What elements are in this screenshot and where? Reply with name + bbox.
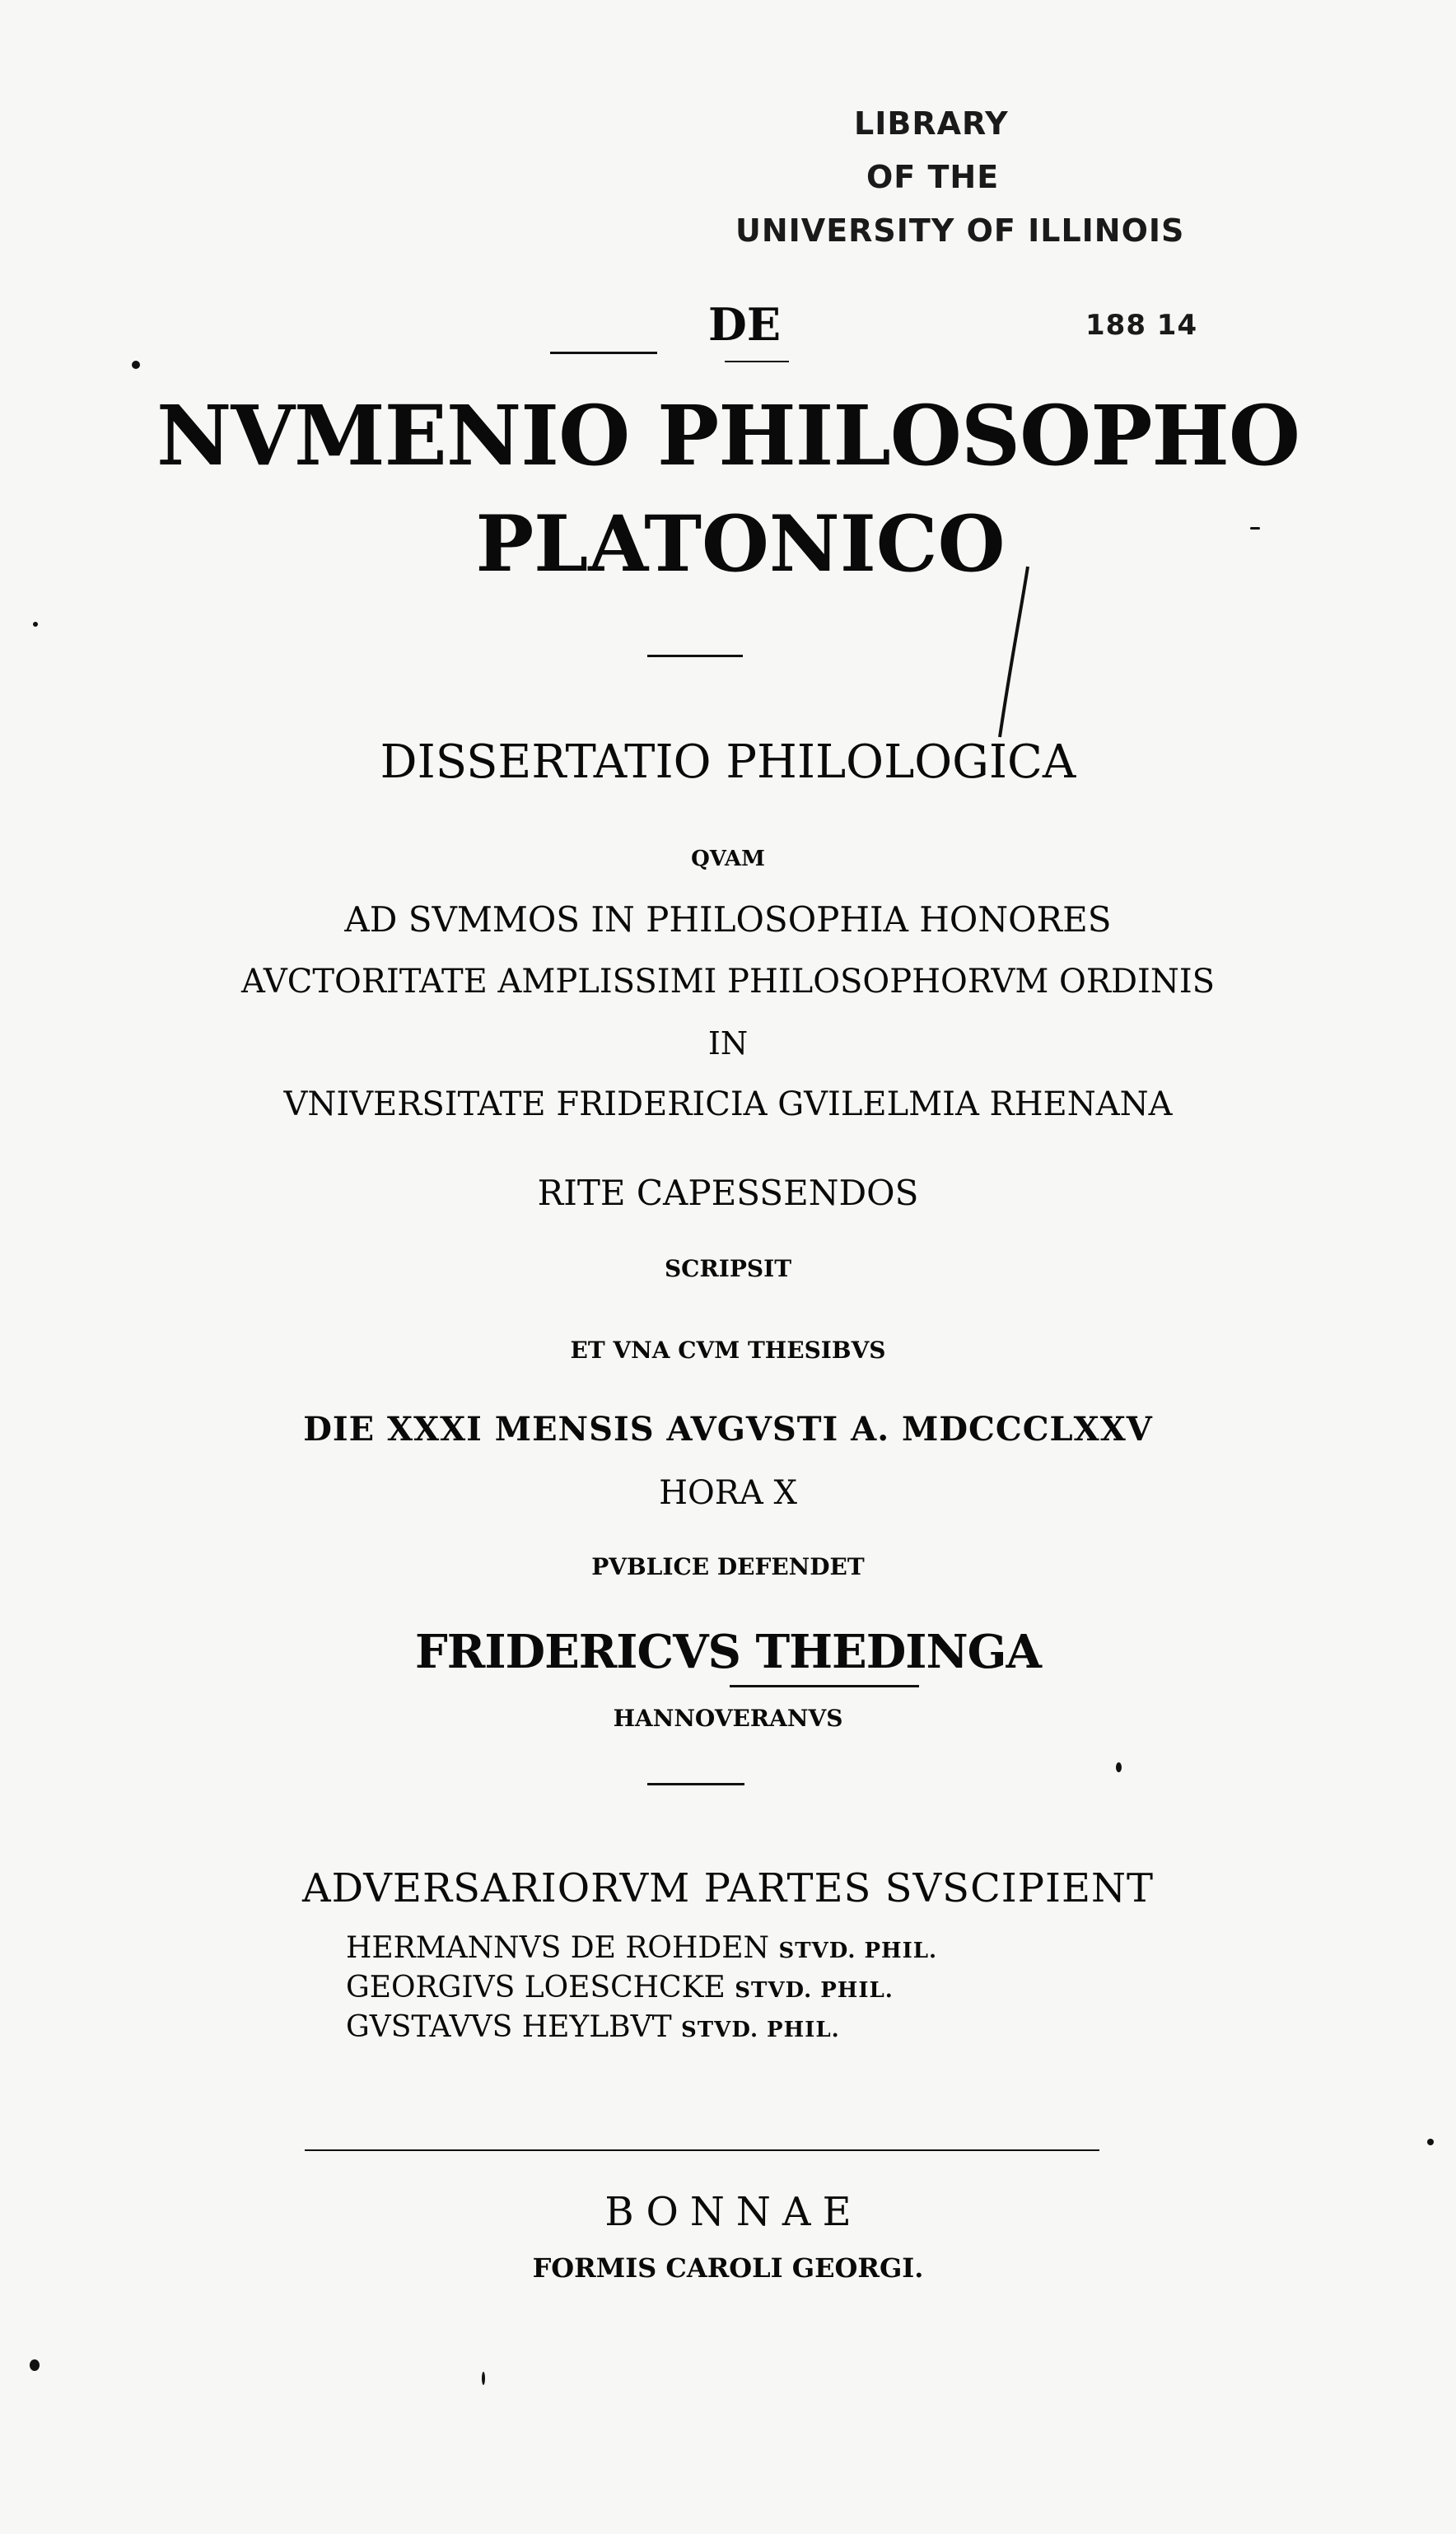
- pvblice-line: PVBLICE DEFENDET: [591, 1553, 865, 1580]
- title-divider: [647, 655, 743, 657]
- scan-speck: [1116, 1762, 1122, 1772]
- scan-speck: [1427, 2139, 1434, 2145]
- hora-line: HORA X: [659, 1474, 797, 1512]
- adversarius-role: STVD. PHIL.: [778, 1939, 938, 1963]
- de-underline-tail: [725, 361, 789, 362]
- title-de: DE: [708, 298, 781, 351]
- scripsit-line: SCRIPSIT: [664, 1255, 792, 1282]
- qvam-line: QVAM: [691, 847, 765, 871]
- dissertatio-heading: DISSERTATIO PHILOLOGICA: [380, 735, 1076, 789]
- imprint-printer: FORMIS CAROLI GEORGI.: [532, 2252, 924, 2284]
- imprint-divider: [305, 2149, 1099, 2151]
- adversarii-list: [346, 1931, 937, 2050]
- vniversitate-line: VNIVERSITATE FRIDERICIA GVILELMIA RHENANA: [283, 1085, 1173, 1123]
- avctoritate-line: AVCTORITATE AMPLISSIMI PHILOSOPHORVM ORDINIS: [240, 963, 1216, 1001]
- adversarius-name: GEORGIVS LOESCHCKE: [346, 1971, 726, 2004]
- adversarius-name: GVSTAVVS HEYLBVT: [346, 2010, 672, 2044]
- adversarius-row: [346, 1971, 937, 2010]
- library-stamp-line3: UNIVERSITY OF ILLINOIS: [735, 212, 1185, 249]
- scan-speck: [482, 2372, 485, 2385]
- shelf-mark: 188 14: [1085, 309, 1198, 342]
- rite-line: RITE CAPESSENDOS: [537, 1173, 919, 1213]
- author-underline: [730, 1685, 919, 1687]
- adversarius-role: STVD. PHIL.: [735, 1978, 894, 2003]
- author-name: FRIDERICVS THEDINGA: [415, 1625, 1041, 1679]
- scan-speck: [30, 2359, 40, 2371]
- in-line: IN: [707, 1025, 749, 1062]
- adversarius-name: HERMANNVS DE ROHDEN: [346, 1931, 769, 1965]
- pen-mark: [980, 560, 1046, 749]
- scan-speck: [33, 622, 38, 627]
- title-line-1: NVMENIO PHILOSOPHO: [156, 387, 1300, 484]
- adversarius-row: [346, 1931, 937, 1971]
- imprint-city: BONNAE: [604, 2189, 863, 2235]
- ad-svmmos-line: AD SVMMOS IN PHILOSOPHIA HONORES: [344, 899, 1112, 940]
- title-line-2: PLATONICO: [475, 499, 1006, 590]
- library-stamp-line2: OF THE: [866, 159, 1000, 195]
- et-vna-line: ET VNA CVM THESIBVS: [570, 1337, 886, 1364]
- adversarii-heading: ADVERSARIORVM PARTES SVSCIPIENT: [301, 1865, 1155, 1911]
- library-stamp-line1: LIBRARY: [854, 105, 1009, 142]
- author-divider: [647, 1783, 744, 1785]
- scan-speck: [132, 361, 140, 369]
- origin-line: HANNOVERANVS: [613, 1705, 843, 1732]
- adversarius-row: [346, 2010, 937, 2050]
- adversarius-role: STVD. PHIL.: [681, 2018, 840, 2042]
- de-underline: [550, 352, 657, 354]
- die-line: DIE XXXI MENSIS AVGVSTI A. MDCCCLXXV: [303, 1410, 1153, 1449]
